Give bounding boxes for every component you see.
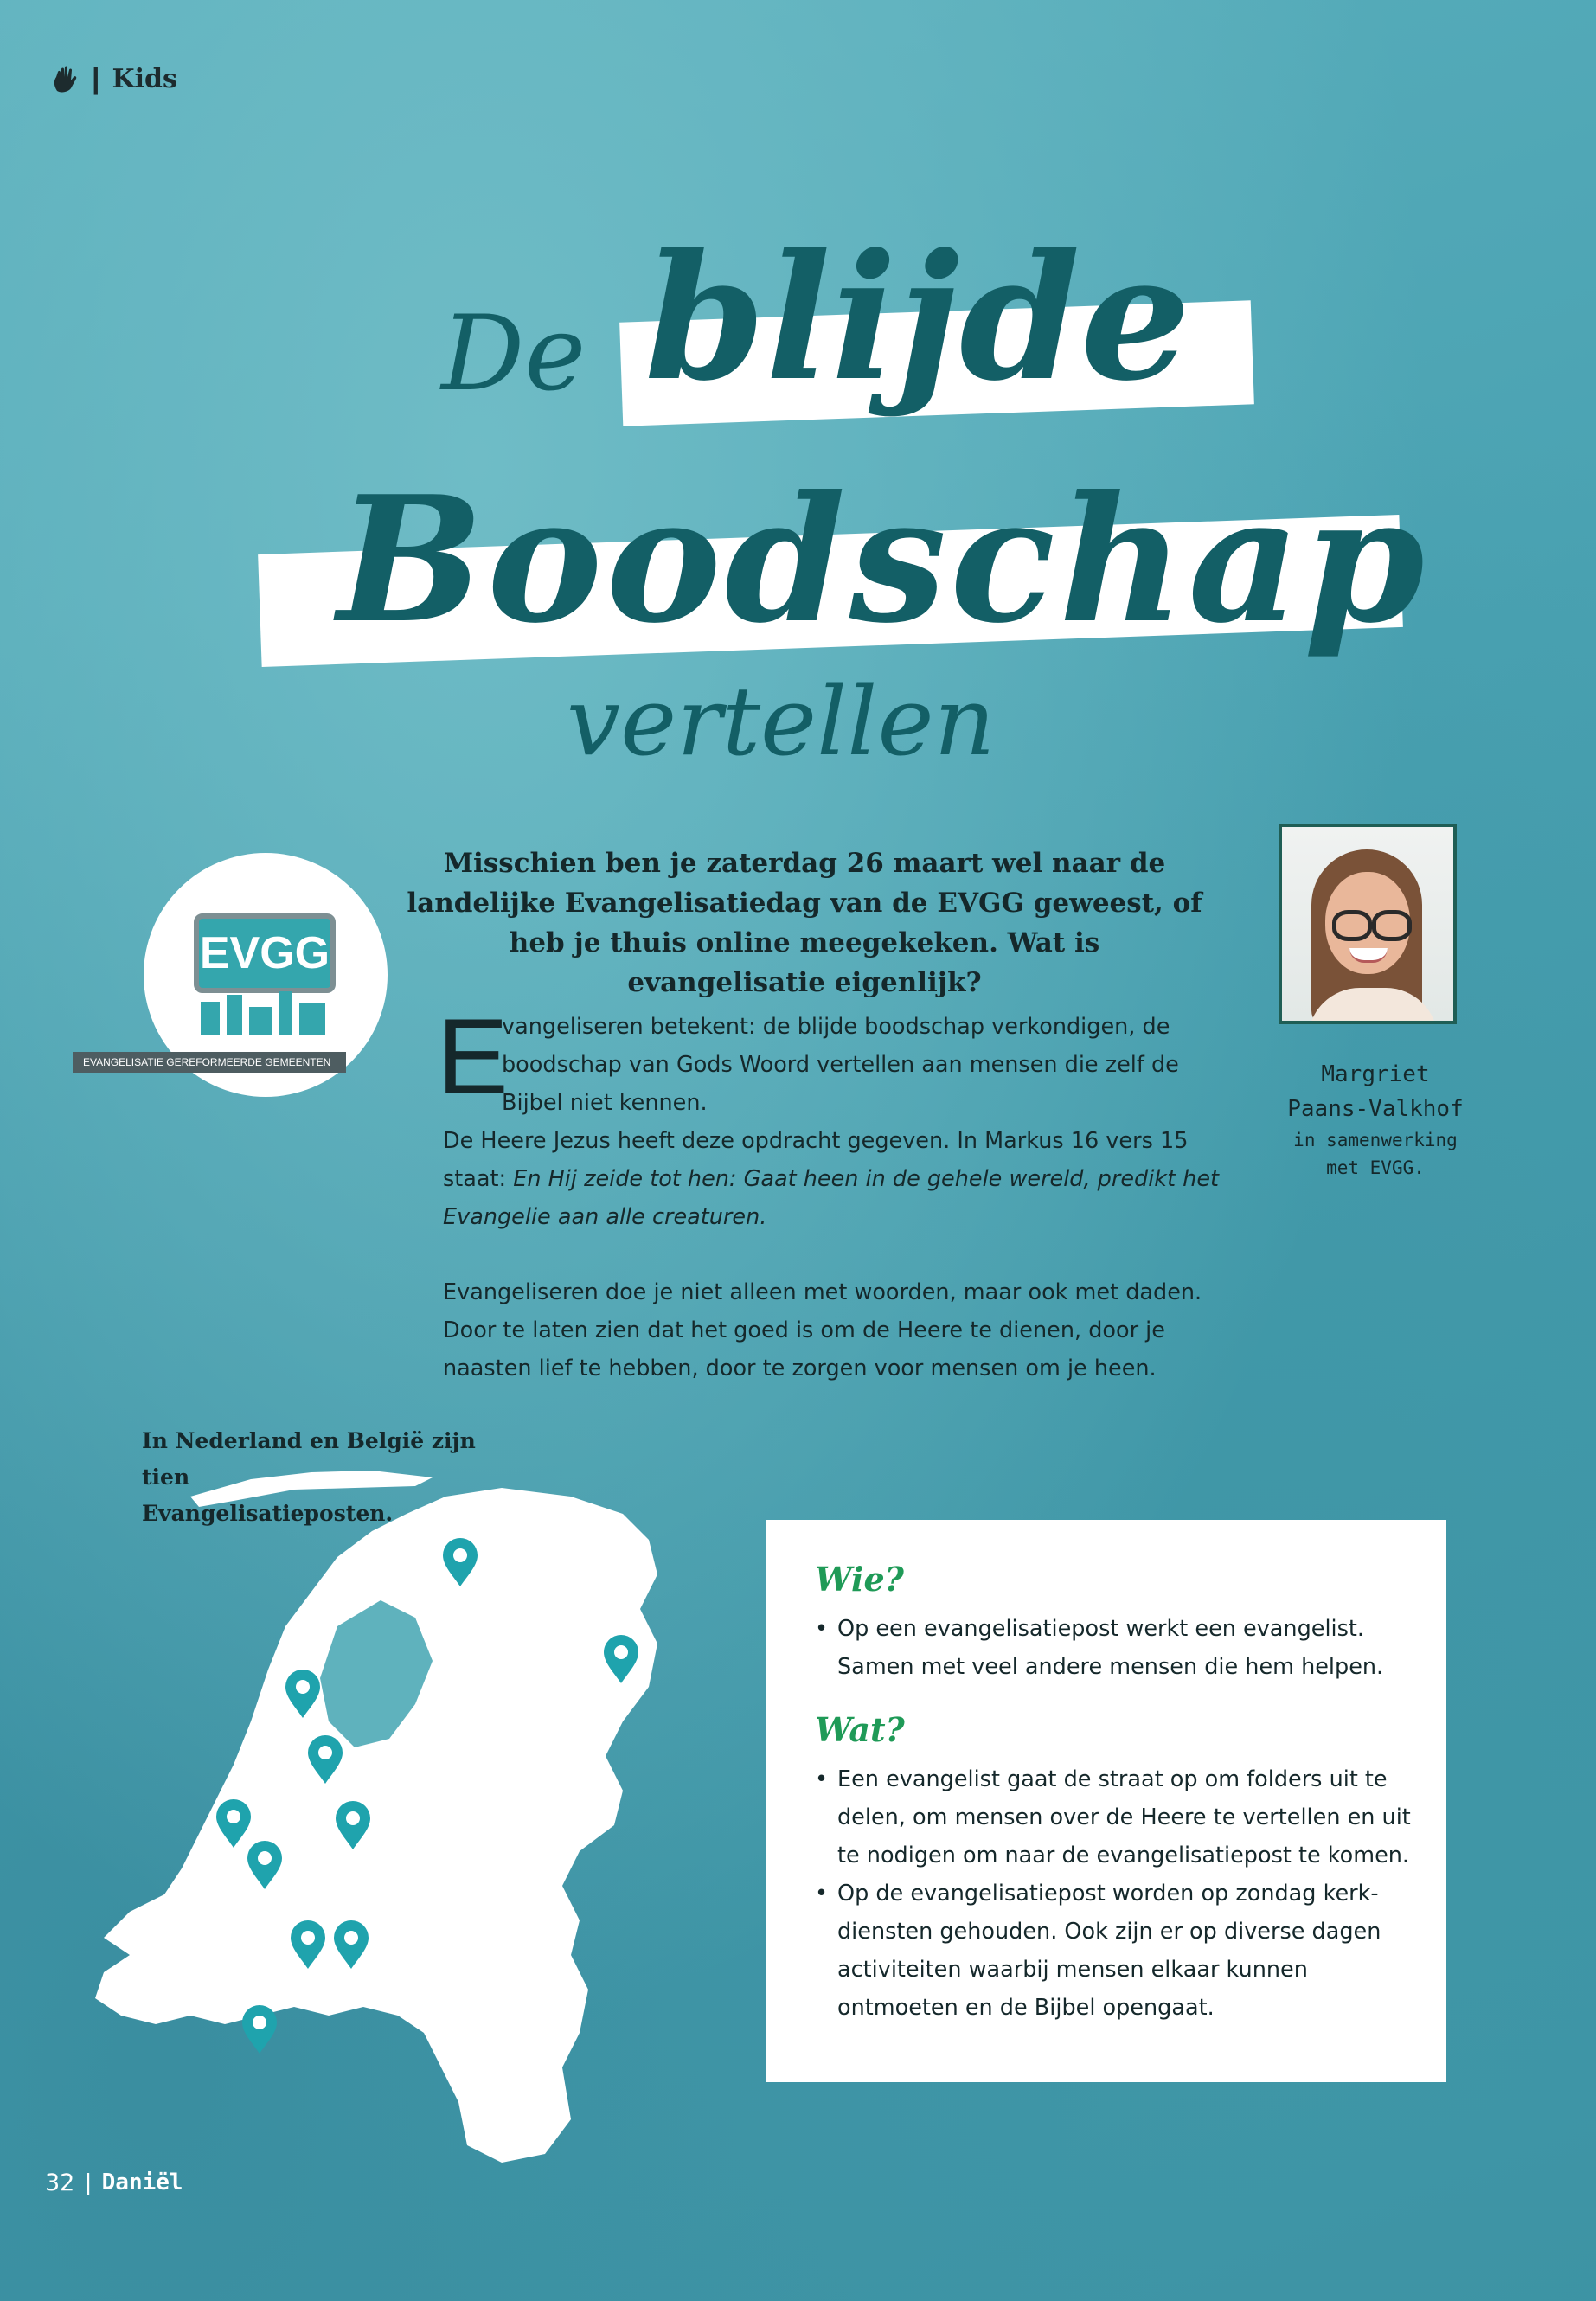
body-line: De Heere Jezus heeft deze opdracht gegeven. In Markus 16 vers 15 <box>443 1128 1189 1154</box>
logo-box <box>194 913 336 993</box>
section-label: Kids <box>112 64 177 94</box>
body-paragraph-2 <box>443 1122 1221 1236</box>
bible-quote-end: Evangelie aan alle creaturen. <box>443 1204 767 1230</box>
hand-icon <box>50 65 80 94</box>
list-line: activiteiten waarbij mensen elkaar kunnen <box>837 1957 1308 1983</box>
body-line: boodschap van Gods Woord vertellen aan mensen die zelf de <box>502 1052 1179 1078</box>
body-paragraph-3 <box>443 1273 1221 1388</box>
title-word-de: De <box>441 294 586 414</box>
author-photo <box>1279 824 1457 1024</box>
list-item <box>815 1875 1420 2027</box>
netherlands-map <box>52 1462 709 2180</box>
page-footer <box>45 2169 183 2196</box>
drop-cap: E <box>437 997 509 1117</box>
section-header <box>50 62 177 96</box>
author-name-first: Margriet <box>1321 1061 1430 1087</box>
list-item <box>815 1760 1420 1875</box>
logo-band: EVANGELISATIE GEREFORMEERDE GEMEENTEN <box>73 1052 346 1073</box>
list-line: diensten gehouden. Ook zijn er op diverse dagen <box>837 1919 1381 1945</box>
map-wadden-islands <box>190 1471 433 1507</box>
bible-quote: En Hij zeide tot hen: Gaat heen in de gehele wereld, predikt het <box>513 1166 1220 1192</box>
map-landmass <box>95 1488 657 2163</box>
body-line: Evangeliseren doe je niet alleen met woorden, maar ook met daden. <box>443 1279 1202 1305</box>
title-word-blijde: blijde <box>644 216 1191 420</box>
magazine-name: Daniël <box>101 2170 183 2195</box>
evgg-logo <box>83 853 388 1097</box>
body-line <box>443 1198 1221 1236</box>
header-separator: | <box>92 62 100 95</box>
heading-wat: Wat? <box>815 1710 905 1749</box>
wat-list <box>815 1760 1420 2027</box>
author-name-last: Paans-Valkhof <box>1287 1096 1464 1122</box>
body-paragraph-1 <box>502 1008 1194 1122</box>
list-item <box>815 1610 1420 1686</box>
info-box <box>766 1520 1446 2082</box>
list-line: te nodigen om naar de evangelisatiepost te komen. <box>837 1843 1410 1868</box>
wie-list <box>815 1610 1420 1686</box>
footer-separator: | <box>85 2169 92 2195</box>
list-line: • Op de evangelisatiepost worden op zondag kerk- <box>837 1881 1379 1907</box>
body-line: Door te laten zien dat het goed is om de Heere te dienen, door je <box>443 1317 1165 1343</box>
caption-line: In Nederland en België zijn tien <box>142 1428 476 1490</box>
body-line: Bijbel niet kennen. <box>502 1090 708 1116</box>
title-word-vertellen: vertellen <box>567 666 996 777</box>
list-line: • Een evangelist gaat de straat op om folders uit te <box>837 1766 1388 1792</box>
location-pin-icon <box>242 2005 277 2054</box>
body-line <box>443 1160 1221 1198</box>
list-line: delen, om mensen over de Heere te vertellen en uit <box>837 1804 1411 1830</box>
author-note-1: in samenwerking <box>1293 1130 1458 1150</box>
body-line: naasten lief te hebben, door te zorgen voor mensen om je heen. <box>443 1356 1157 1381</box>
author-credit <box>1246 1057 1505 1182</box>
intro-text: Misschien ben je zaterdag 26 maart wel naar de landelijke Evangelisatiedag van de EVGG geweest, of heb je thuis online meegekeken. Wat is evangelisatie eigenlijk? <box>407 848 1202 998</box>
logo-text: EVGG <box>199 928 330 978</box>
caption-line: Evangelisatieposten. <box>142 1501 394 1526</box>
page-number: 32 <box>45 2169 75 2196</box>
body-line-start: staat: <box>443 1166 514 1192</box>
heading-wie: Wie? <box>815 1560 904 1599</box>
list-line: Samen met veel andere mensen die hem helpen. <box>837 1654 1384 1680</box>
list-line: ontmoeten en de Bijbel opengaat. <box>837 1995 1215 2021</box>
list-line: • Op een evangelisatiepost werkt een evangelist. <box>837 1616 1365 1642</box>
logo-skyline <box>194 991 336 1035</box>
body-line: vangeliseren betekent: de blijde boodschap verkondigen, de <box>502 1014 1170 1040</box>
author-note-2: met EVGG. <box>1326 1157 1425 1178</box>
title-word-boodschap: Boodschap <box>337 458 1428 662</box>
